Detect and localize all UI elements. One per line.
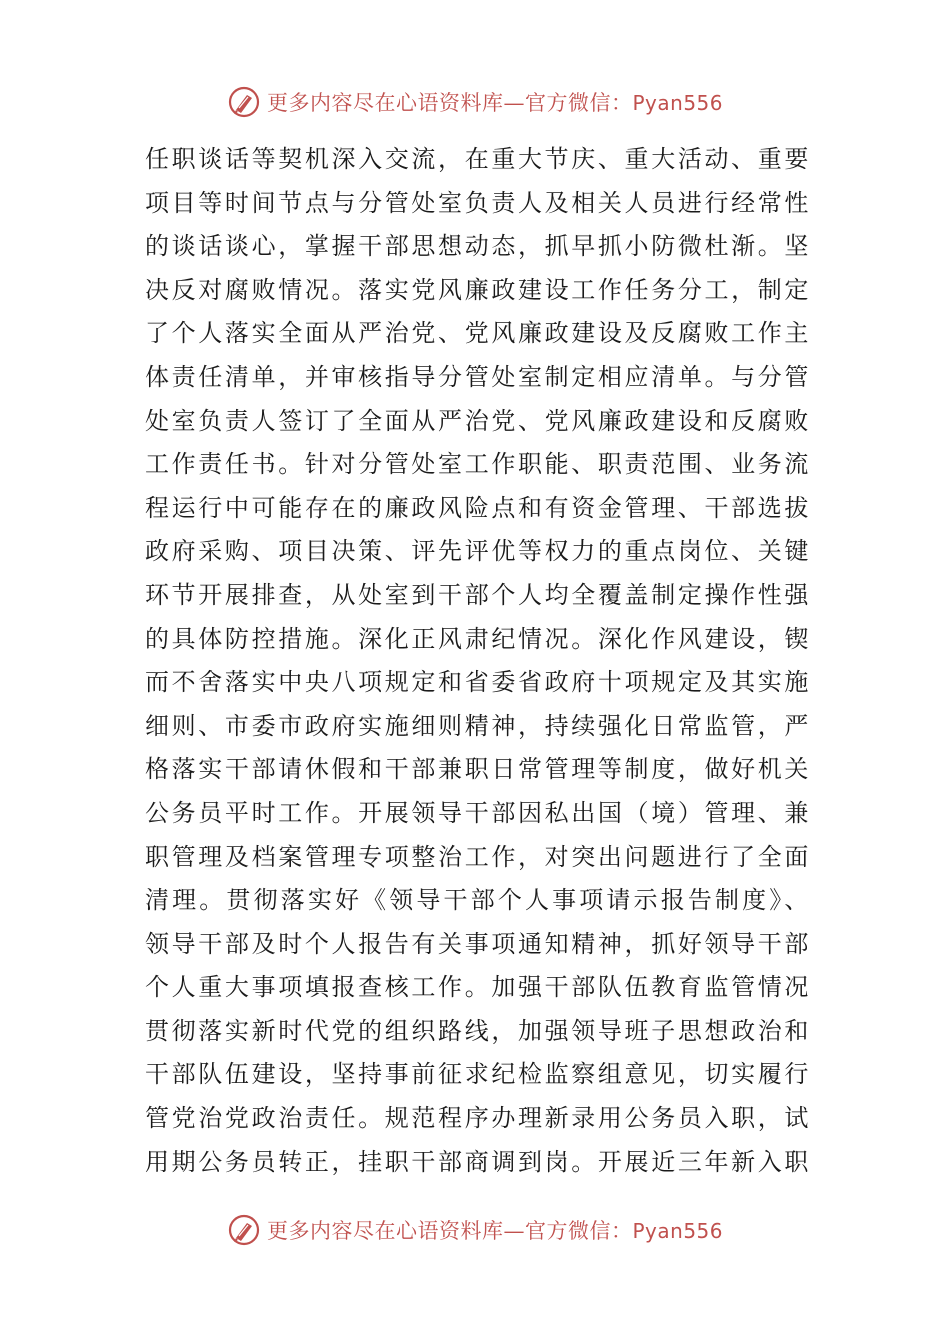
- document-body: [145, 138, 810, 1184]
- watermark-handle: Pyan556: [632, 1219, 723, 1243]
- text-line: 了个人落实全面从严治党、党风廉政建设及反腐败工作主: [145, 319, 810, 348]
- text-line: 管党治党政治责任。规范程序办理新录用公务员入职，试: [145, 1104, 810, 1133]
- text-line: 体责任清单，并审核指导分管处室制定相应清单。与分管: [145, 362, 810, 391]
- text-line: 而不舍落实中央八项规定和省委省政府十项规定及其实施: [145, 668, 810, 697]
- text-line: 干部队伍建设，坚持事前征求纪检监察组意见，切实履行: [145, 1060, 810, 1089]
- watermark-text: 更多内容尽在心语资料库—官方微信：Pyan556: [266, 91, 723, 115]
- text-line: 决反对腐败情况。落实党风廉政建设工作任务分工，制定: [145, 275, 810, 304]
- text-line: 环节开展排查，从处室到干部个人均全覆盖制定操作性强: [145, 580, 810, 609]
- text-line: 贯彻落实新时代党的组织路线，加强领导班子思想政治和: [145, 1016, 810, 1045]
- text-line: 格落实干部请休假和干部兼职日常管理等制度，做好机关: [145, 755, 810, 784]
- text-line: 处室负责人签订了全面从严治党、党风廉政建设和反腐败: [145, 406, 810, 435]
- text-line: 领导干部及时个人报告有关事项通知精神，抓好领导干部: [145, 929, 810, 958]
- text-line: 用期公务员转正，挂职干部商调到岗。开展近三年新入职: [145, 1147, 810, 1176]
- text-line: 清理。贯彻落实好《领导干部个人事项请示报告制度》、: [145, 886, 810, 915]
- footer-watermark: [0, 1210, 950, 1250]
- text-line: 的谈话谈心，掌握干部思想动态，抓早抓小防微杜渐。坚: [145, 232, 810, 261]
- text-line: 程运行中可能存在的廉政风险点和有资金管理、干部选拔: [145, 493, 810, 522]
- watermark-text: 更多内容尽在心语资料库—官方微信：Pyan556: [266, 1219, 723, 1243]
- text-line: 细则、市委市政府实施细则精神，持续强化日常监管，严: [145, 711, 810, 740]
- text-line: 个人重大事项填报查核工作。加强干部队伍教育监管情况: [145, 973, 810, 1002]
- text-line: 的具体防控措施。深化正风肃纪情况。深化作风建设，锲: [145, 624, 810, 653]
- text-line: 职管理及档案管理专项整治工作，对突出问题进行了全面: [145, 842, 810, 871]
- text-line: 政府采购、项目决策、评先评优等权力的重点岗位、关键: [145, 537, 810, 566]
- header-watermark: [0, 82, 950, 122]
- text-line: 工作责任书。针对分管处室工作职能、职责范围、业务流: [145, 450, 810, 479]
- pen-nib-logo-icon: [227, 1213, 261, 1247]
- text-line: 公务员平时工作。开展领导干部因私出国（境）管理、兼: [145, 798, 810, 827]
- text-line: 任职谈话等契机深入交流，在重大节庆、重大活动、重要: [145, 145, 810, 173]
- pen-nib-logo-icon: [227, 85, 261, 119]
- watermark-handle: Pyan556: [632, 91, 723, 115]
- text-line: 项目等时间节点与分管处室负责人及相关人员进行经常性: [145, 188, 810, 217]
